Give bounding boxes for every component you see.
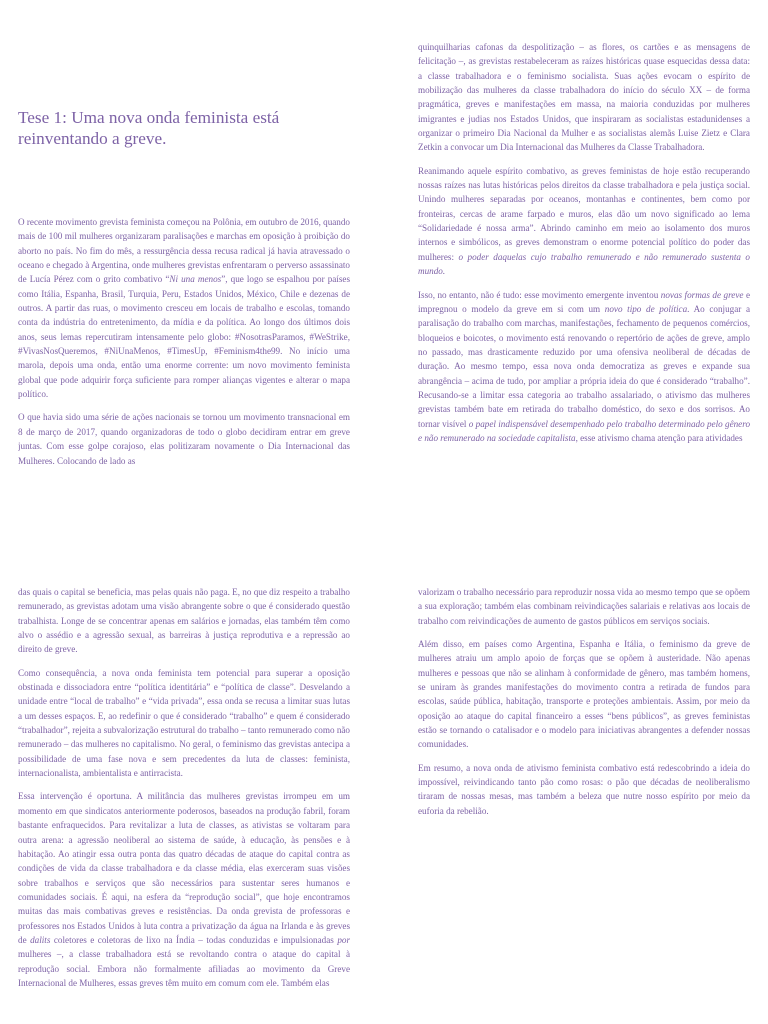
paragraph [18, 410, 350, 467]
text-block-top-left [18, 215, 350, 495]
text-run: Essa intervenção é oportuna. A militância das mulheres grevistas irrompeu em um momento em que sindicatos anteriormente poderosos, baseados na produção fabril, foram bastante enfraquecidos. Para revitalizar a luta de classes, as ativistas se voltaram para outra arena: a agressão neoliberal ao sistema de saúde, à educação, às pensões e à habitação. Ao atingir essa outra ponta das quatro décadas de ataque do capital contra as condições de vida da classe trabalhadora e da classe média, elas exerceram suas visões sobre trabalhos e serviços que são necessários para sustentar seres humanos e comunidades sociais. É aqui, na esfera da “reprodução social”, que hoje encontramos muitas das mais combativas greves e resistências. Da onda grevista de professoras e professores nos Estados Unidos à luta contra a privatização da água na Irlanda e às greves de [18, 791, 350, 945]
text-run: O que havia sido uma série de ações nacionais se tornou um movimento transnacional em 8 de março de 2017, quando organizadoras de todo o globo decidiram entrar em greve juntas. Com esse golpe corajoso, elas politizaram novamente o Dia Internacional das Mulheres. Colocando de lado as [18, 412, 350, 466]
text-run: e impregnou o modelo da greve em si com um [418, 289, 750, 314]
paragraph [418, 637, 750, 752]
text-run: quinquilharias cafonas da despolitização – as flores, os cartões e as mensagens de felicitação –, as grevistas restabeleceram as raízes históricas quase esquecidas dessa data: a classe trabalhadora e o feminismo socialista. Suas ações evocam o espírito de mobilização das mulheres da classe trabalhadora do início do século XX – de forma pragmática, greves e manifestações em massa, na maioria conduzidas por mulheres imigrantes e judias nos Estados Unidos, que inspiraram as socialistas estadunidenses a organizar o primeiro Dia Nacional da Mulher e as socialistas alemãs Luise Zietz e Clara Zetkin a convocar um Dia Internacional das Mulheres da Classe Trabalhadora. [418, 42, 750, 153]
paragraph [18, 789, 350, 990]
text-block-top-right [418, 40, 750, 486]
chapter-title-line-2: reinventando a greve. [18, 129, 167, 148]
text-block-bottom-right [418, 585, 750, 845]
text-run: Reanimando aquele espírito combativo, as greves feministas de hoje estão recuperando nossas raízes nas lutas históricas pelos direitos da classe trabalhadora e pela justiça social. Unindo mulheres separadas por oceanos, montanhas e continentes, bem como por fronteiras, cercas de arame farpado e muros, elas dão um novo significado ao lema “Solidariedade é nossa arma”. Abrindo caminho em meio ao isolamento dos muros internos e simbólicos, as greves demonstram o enorme potencial político do poder das mulheres: [418, 165, 750, 262]
italic-run: por [337, 934, 350, 945]
text-run: Isso, no entanto, não é tudo: esse movimento emergente inventou [418, 289, 661, 300]
text-run: das quais o capital se beneficia, mas pelas quais não paga. E, no que diz respeito a trabalho remunerado, as grevistas adotam uma visão abrangente sobre o que é considerado questão trabalhista. Longe de se concentrar apenas em salários e jornadas, elas também têm como alvo o assédio e a agressão sexual, as barreiras à justiça reprodutiva e a repressão ao direito de greve. [18, 587, 350, 655]
italic-run: Ni una menos [169, 274, 222, 285]
paragraph [18, 215, 350, 401]
text-block-bottom-left [18, 585, 350, 1024]
paragraph [418, 164, 750, 279]
paragraph [18, 585, 350, 657]
paragraph [418, 585, 750, 628]
text-run: Como consequência, a nova onda feminista tem potencial para superar a oposição obstinada e dissociadora entre “política identitária” e “política de classe”. Desvelando a unidade entre “local de trabalho” e “vida privada”, essa onda se recusa a limitar suas lutas a um desses espaços. E, ao redefinir o que é considerado “trabalho” e quem é considerado “trabalhador”, rejeita a subvalorização estrutural do trabalho – tanto remunerado como não remunerado – das mulheres no capitalismo. No geral, o feminismo das grevistas antecipa a possibilidade de uma fase nova e sem precedentes da luta de classes: feminista, internacionalista, ambientalista e antirracista. [18, 667, 350, 779]
italic-run: novo tipo de política [604, 303, 688, 314]
italic-run: o papel indispensável desempenhado pelo trabalho determinado pelo gênero e não remunerado na sociedade capitalista [418, 418, 750, 443]
paragraph [18, 666, 350, 781]
text-run: Além disso, em países como Argentina, Espanha e Itália, o feminismo da greve de mulheres atraiu um amplo apoio de forças que se opõem à austeridade. Não apenas mulheres e pessoas que não se alinham à conformidade de gênero, mas também homens, se uniram às grandes manifestações do movimento contra a retirada de fundos para escolas, saúde pública, habitação, transporte e proteções ambientais. Assim, por meio da oposição ao ataque do capital financeiro a esses “bens públicos”, as greves feministas estão se tornando o catalisador e o modelo para iniciativas abrangentes a defender nossas comunidades. [418, 639, 750, 750]
paragraph [418, 288, 750, 446]
text-run: mulheres –, a classe trabalhadora está se revoltando contra o ataque do capital à reprodução social. Embora não formalmente afiliadas ao movimento da Greve Internacional de Mulheres, essas greves têm muito em comum com ele. Também elas [18, 949, 350, 988]
text-run: O recente movimento grevista feminista começou na Polônia, em outubro de 2016, quando mais de 100 mil mulheres organizaram paralisações e marchas em oposição à proibição do aborto no país. No fim do mês, a ressurgência dessa recusa radical já havia atravessado o oceano e chegado à Argentina, onde mulheres grevistas enfrentaram o perverso assassinato de Lucía Pérez com o grito combativo “ [18, 217, 350, 285]
italic-run: dalits [30, 934, 51, 945]
text-run: coletores e coletoras de lixo na Índia – todas conduzidas e impulsionadas [50, 934, 338, 945]
paragraph [418, 40, 750, 155]
text-run: ”, que logo se espalhou por países como Itália, Espanha, Brasil, Turquia, Peru, Estados Unidos, México, Chile e dezenas de outros. A partir das ruas, o movimento cresceu em locais de trabalho e escolas, tomando conta da indústria do entretenimento, da mídia e da política. Ao longo dos últimos dois anos, seus lemas repercutiram intensamente pelo globo: #NosotrasParamos, #WeStrike, #VivasNosQueremos, #NiUnaMenos, #TimesUp, #Feminism4the99. No início uma marola, depois uma onda, então uma enorme corrente: um novo movimento feminista global que pode adquirir força suficiente para romper alianças vigentes e alterar o mapa político. [18, 274, 350, 400]
chapter-title-line-1: Tese 1: Uma nova onda feminista está [18, 108, 280, 127]
chapter-title [18, 107, 338, 149]
text-run: , esse ativismo chama atenção para atividades [575, 432, 743, 443]
italic-run: o poder daquelas cujo trabalho remunerado e não remunerado sustenta o mundo. [418, 251, 750, 277]
paragraph [418, 761, 750, 818]
text-run: valorizam o trabalho necessário para reproduzir nossa vida ao mesmo tempo que se opõem a sua exploração; também elas combinam reivindicações salariais e relativas aos locais de trabalho com reivindicações de aumento de gastos públicos em serviços sociais. [418, 587, 750, 626]
text-run: Em resumo, a nova onda de ativismo feminista combativo está redescobrindo a ideia do impossível, reivindicando tanto pão como rosas: o pão que décadas de neoliberalismo tiraram de nossas mesas, mas também a beleza que nutre nosso espírito por meio da euforia da rebelião. [418, 762, 750, 816]
italic-run: novas formas de greve [660, 289, 744, 300]
text-run: . Ao conjugar a paralisação do trabalho com marchas, manifestações, fechamento de pequenos comércios, bloqueios e boicotes, o movimento está renovando o repertório de ações de greve, amplo no passado, mas drasticamente reduzido por uma ofensiva neoliberal de décadas de duração. Ao mesmo tempo, essa nova onda democratiza as greves e expande sua abrangência – acima de tudo, por ampliar a própria ideia do que é considerado “trabalho”. Recusando-se a limitar essa categoria ao trabalho assalariado, o ativismo das mulheres grevistas também bate em retirada do trabalho doméstico, do sexo e dos sorrisos. Ao tornar visível [418, 303, 750, 429]
